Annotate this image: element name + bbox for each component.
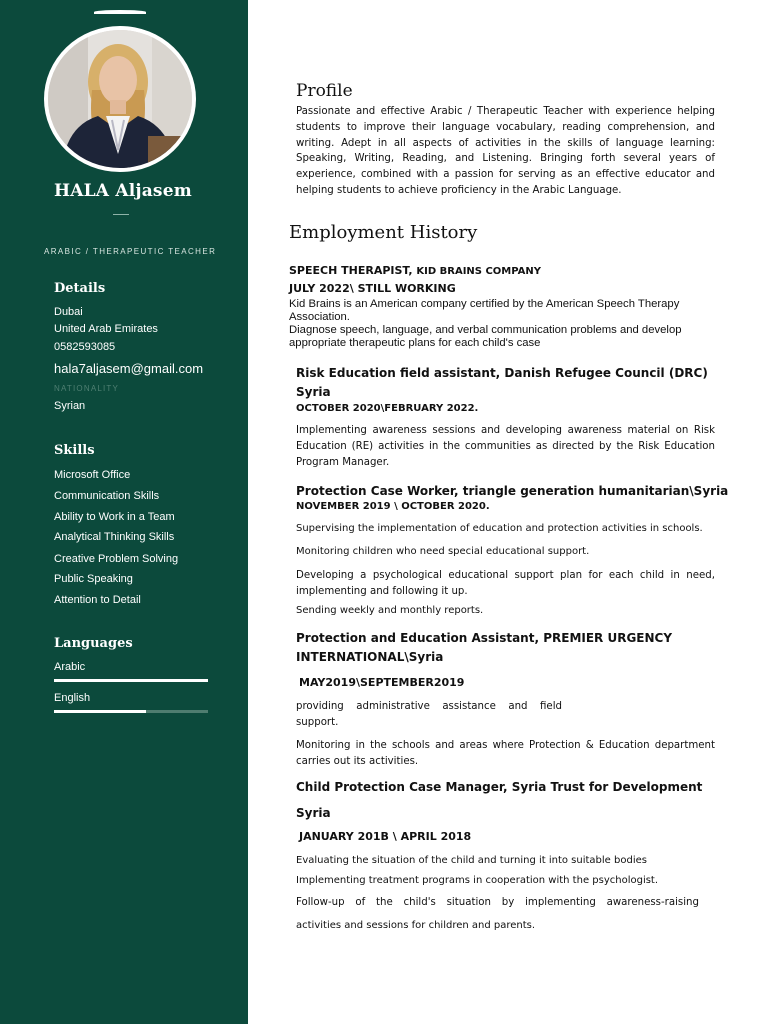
detail-email[interactable]: hala7aljasem@gmail.com [54, 361, 204, 376]
job-date: OCTOBER 2020\FEBRUARY 2022. [296, 403, 479, 414]
language-level-bar [54, 679, 208, 682]
job-company: PREMIER URGENCY [543, 631, 673, 645]
skill-item: Creative Problem Solving [54, 553, 179, 565]
job-duty: Monitoring children who need special educational support. [296, 546, 590, 557]
language-level-fill [54, 710, 146, 713]
language-name: English [54, 692, 91, 704]
job-location: Syria [296, 385, 331, 399]
skill-item: Ability to Work in a Team [54, 511, 175, 523]
details-heading: Details [54, 281, 106, 296]
job-location: Syria [296, 806, 331, 820]
profile-text: Passionate and effective Arabic / Therapeutic Teacher with experience helping students to improve their language vocabulary, reading comprehension, and writing. Adept in all aspects of activities in the skills of language learning: Speaking, Writing, Reading, and Listening. Bringing forth several years of experience, combined with a passion for serving as an effective educator and helping students to achieve proficiency in the Arabic Language. [296, 106, 715, 196]
languages-heading: Languages [54, 636, 133, 651]
job-title: Protection Case Worker, triangle generation humanitarian\Syria [296, 484, 729, 498]
language-level-bar [54, 710, 208, 713]
job-duty: Follow-up of the child's situation by implementing awareness-raising [296, 897, 699, 908]
job-duty: Supervising the implementation of education and protection activities in schools. [296, 523, 703, 534]
job-company: KID BRAINS COMPANY [416, 266, 542, 277]
job-description: Diagnose speech, language, and verbal communication problems and develop appropriate therapeutic plans for each child's case [289, 324, 682, 349]
candidate-name: HALA Aljasem [54, 181, 192, 201]
job-date: NOVEMBER 2019 \ OCTOBER 2020. [296, 501, 490, 512]
job-duty: Monitoring in the schools and areas where Protection & Education department carries out its activities. [296, 740, 715, 767]
skill-item: Analytical Thinking Skills [54, 531, 175, 543]
job-date: JANUARY 201B \ APRIL 2018 [299, 830, 472, 843]
avatar-portrait [48, 30, 192, 168]
job-duty: Developing a psychological educational support plan for each child in need, implementing and following it up. [296, 570, 715, 597]
job-company-line: INTERNATIONAL\Syria [296, 650, 444, 664]
candidate-role: ARABIC / THERAPEUTIC TEACHER [44, 247, 217, 256]
job-title: Risk Education field assistant, Danish Refugee Council (DRC) [296, 366, 708, 380]
job-title [296, 631, 672, 645]
job-duty: activities and sessions for children and parents. [296, 920, 536, 931]
job-description: Implementing awareness sessions and developing awareness material on Risk Education (RE) activities in the communities as directed by the Risk Education Program Manager. [296, 425, 715, 468]
avatar [48, 30, 192, 168]
job-duty: Implementing treatment programs in cooperation with the psychologist. [296, 875, 659, 886]
detail-phone: 0582593085 [54, 341, 116, 353]
job-duty: Sending weekly and monthly reports. [296, 605, 484, 616]
job-date: MAY2019\SEPTEMBER2019 [299, 676, 465, 689]
employment-heading: Employment History [289, 222, 478, 243]
name-divider [113, 214, 129, 215]
job-date: JULY 2022\ STILL WORKING [289, 282, 456, 295]
detail-city: Dubai [54, 306, 83, 318]
sidebar [0, 0, 248, 1024]
job-title-main: SPEECH THERAPIST, [289, 264, 413, 277]
job-duty: Evaluating the situation of the child and turning it into suitable bodies [296, 855, 647, 866]
job-duty: providing administrative assistance and field support. [296, 701, 562, 728]
skill-item: Communication Skills [54, 490, 160, 502]
nationality-label: NATIONALITY [54, 384, 120, 393]
skill-item: Public Speaking [54, 573, 133, 585]
job-title: Child Protection Case Manager, Syria Trust for Development [296, 780, 703, 794]
job-description: Kid Brains is an American company certified by the American Speech Therapy Association. [289, 298, 680, 323]
language-name: Arabic [54, 661, 86, 673]
language-level-fill [54, 679, 208, 682]
profile-heading: Profile [296, 81, 353, 101]
skill-item: Attention to Detail [54, 594, 141, 606]
skills-heading: Skills [54, 443, 95, 458]
job-title [289, 264, 541, 277]
skill-item: Microsoft Office [54, 469, 131, 481]
photo-decoration [94, 10, 146, 14]
detail-country: United Arab Emirates [54, 323, 158, 335]
job-title-main: Protection and Education Assistant, [296, 631, 540, 645]
detail-nationality: Syrian [54, 400, 86, 412]
